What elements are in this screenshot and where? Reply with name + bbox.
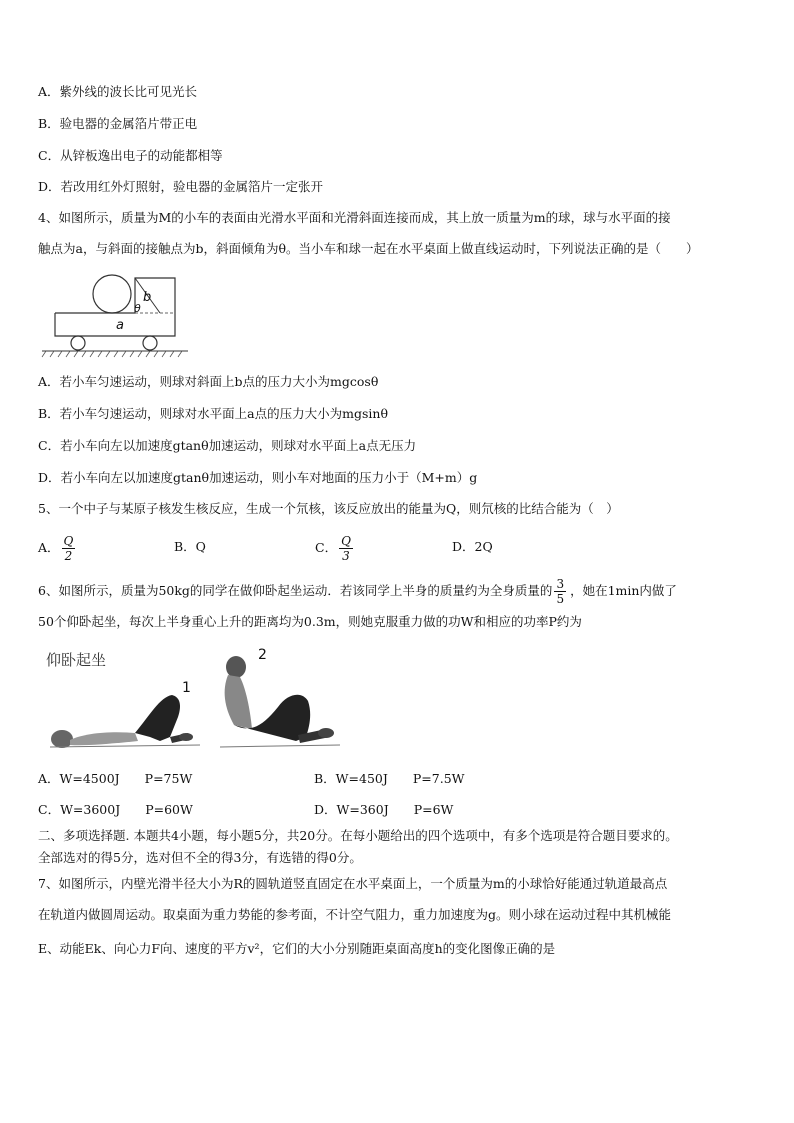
q6-option-a: A．W=4500J P=75W bbox=[38, 771, 193, 786]
q4-stem-line1: 4、如图所示，质量为M的小车的表面由光滑水平面和光滑斜面连接而成，其上放一质量为m的球，球与水平面的接 bbox=[38, 210, 671, 225]
q4-option-d: D．若小车向左以加速度gtanθ加速运动，则小车对地面的压力小于（M+m）g bbox=[38, 470, 478, 485]
q4-option-a: A．若小车匀速运动，则球对斜面上b点的压力大小为mgcosθ bbox=[38, 374, 379, 389]
q6-stem-line1 bbox=[38, 576, 677, 606]
q6-option-c: C．W=3600J P=60W bbox=[38, 802, 193, 817]
fraction-numerator: Q bbox=[341, 534, 351, 548]
q5-option-c bbox=[315, 534, 353, 563]
q6-options-row2 bbox=[38, 801, 758, 821]
q6-stem-line2: 50个仰卧起坐，每次上半身重心上升的距离均为0.3m，则她克服重力做的功W和相应的功率P约为 bbox=[38, 614, 582, 629]
cart-diagram bbox=[40, 268, 190, 360]
q5-option-b: B．Q bbox=[174, 539, 206, 554]
q5-option-d: D．2Q bbox=[452, 539, 493, 554]
label-a: a bbox=[116, 318, 124, 333]
q5-option-c-prefix: C． bbox=[315, 540, 338, 555]
q3-option-c: C．从锌板逸出电子的动能都相等 bbox=[38, 148, 223, 163]
fraction-denominator: 5 bbox=[556, 591, 565, 606]
section2-line2: 全部选对的得5分，选对但不全的得3分，有选错的得0分。 bbox=[38, 850, 362, 865]
q3-option-d: D．若改用红外灯照射，验电器的金属箔片一定张开 bbox=[38, 179, 324, 194]
label-b: b bbox=[143, 290, 152, 305]
fraction-numerator: Q bbox=[63, 534, 74, 548]
q5-option-a-fraction bbox=[62, 534, 76, 563]
q4-option-b: B．若小车匀速运动，则球对水平面上a点的压力大小为mgsinθ bbox=[38, 406, 388, 421]
q7-line3: E、动能Ek、向心力F向、速度的平方v²，它们的大小分别随距桌面高度h的变化图像正确的是 bbox=[38, 941, 556, 956]
q4-stem-line2: 触点为a，与斜面的接触点为b，斜面倾角为θ。当小车和球一起在水平桌面上做直线运动时，下列说法正确的是（ ） bbox=[38, 241, 699, 256]
q4-option-c: C．若小车向左以加速度gtanθ加速运动，则球对水平面上a点无压力 bbox=[38, 438, 417, 453]
q7-line2: 在轨道内做圆周运动。取桌面为重力势能的参考面，不计空气阻力，重力加速度为g。则小球在运动过程中其机械能 bbox=[38, 907, 672, 922]
q6-stem-part1: 6、如图所示，质量为50kg的同学在做仰卧起坐运动．若该同学上半身的质量约为全身质量的 bbox=[38, 583, 553, 598]
fraction-denominator: 3 bbox=[342, 549, 350, 563]
q5-option-a-prefix: A． bbox=[38, 540, 60, 555]
fraction-numerator: 3 bbox=[556, 576, 565, 591]
label-theta: θ bbox=[134, 302, 141, 315]
q5-option-a bbox=[38, 534, 75, 563]
q3-option-b: B．验电器的金属箔片带正电 bbox=[38, 116, 198, 131]
figure-title: 仰卧起坐 bbox=[46, 651, 107, 669]
q7-line1: 7、如图所示，内壁光滑半径大小为R的圆轨道竖直固定在水平桌面上，一个质量为m的小球恰好能通过轨道最高点 bbox=[38, 876, 668, 891]
section2-line1: 二、多项选择题. 本题共4小题，每小题5分，共20分。在每小题给出的四个选项中，有多个选项是符合题目要求的。 bbox=[38, 828, 678, 843]
fraction-denominator: 2 bbox=[64, 549, 73, 563]
q3-option-a: A．紫外线的波长比可见光长 bbox=[38, 84, 198, 99]
q4-cart-figure bbox=[40, 268, 190, 360]
q6-option-d: D．W=360J P=6W bbox=[314, 802, 454, 817]
q6-options-row1 bbox=[38, 770, 758, 790]
q5-option-c-fraction bbox=[339, 534, 353, 563]
q5-options bbox=[38, 528, 758, 568]
q6-stem-part2: ，她在1min内做了 bbox=[570, 583, 677, 598]
q6-fraction bbox=[554, 577, 566, 606]
figure-label-2: 2 bbox=[258, 647, 267, 663]
figure-label-1: 1 bbox=[182, 680, 191, 696]
q5-stem: 5、一个中子与某原子核发生核反应，生成一个氘核，该反应放出的能量为Q，则氘核的比结合能为（ ） bbox=[38, 501, 619, 516]
q6-option-b: B．W=450J P=7.5W bbox=[314, 771, 465, 786]
q6-situp-figure bbox=[40, 645, 380, 757]
